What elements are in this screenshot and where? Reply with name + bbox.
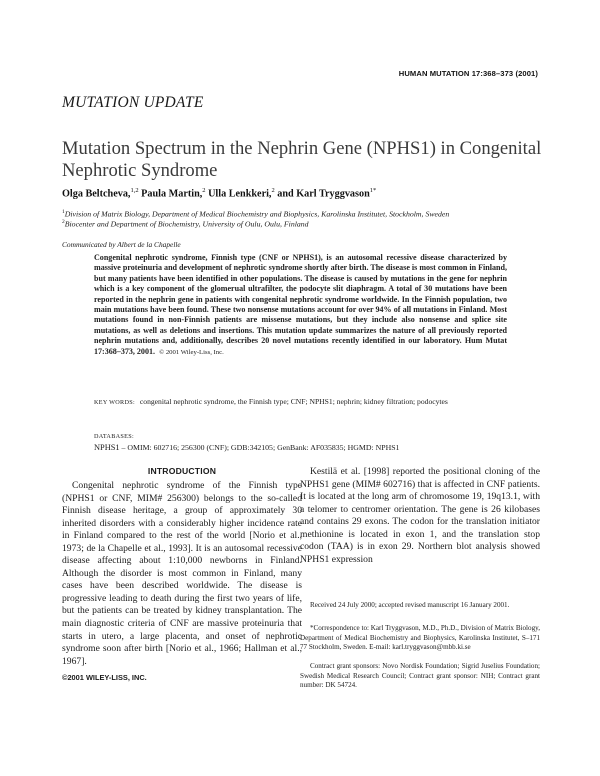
databases-text: – OMIM: 602716; 256300 (CNF); GDB:342105; GenBank: AF035835; HGMD: NPHS1: [119, 443, 400, 452]
section-heading: INTRODUCTION: [147, 466, 217, 476]
author-affiliation-mark: 1*: [369, 187, 377, 194]
databases-label: DATABASES:: [94, 433, 134, 440]
article-title: Mutation Spectrum in the Nephrin Gene (NPHS1) in Congenital Nephrotic Syndrome: [62, 138, 542, 181]
keywords: [94, 397, 507, 408]
author-affiliation-mark: 2: [202, 187, 206, 194]
abstract: [94, 253, 507, 358]
author-name: and Karl Tryggvason: [277, 188, 370, 200]
affiliation-text: Biocenter and Department of Biochemistry, University of Oulu, Oulu, Finland: [64, 219, 309, 229]
author-name: Paula Martin,: [141, 188, 203, 200]
author-name: Olga Beltcheva,: [62, 188, 131, 200]
keywords-text: congenital nephrotic syndrome, the Finnish type; CNF; NPHS1; nephrin; kidney filtration; podocytes: [139, 397, 448, 406]
communicated-by: Communicated by Albert de la Chapelle: [62, 240, 181, 249]
abstract-text: Congenital nephrotic syndrome, Finnish type (CNF or NPHS1), is an autosomal recessive disease characterized by massive proteinuria and development of nephrotic syndrome shortly after birth. The disease is most common in Finland, but many patients have been identified in other populations. The disease is caused by mutations in the gene for nephrin which is a key component of the glomerual ultrafilter, the podocyte slit diaphragm. A total of 30 mutations have been reported in the nephrin gene in patients with congenital nephrotic syndrome worldwide. In the Finnish population, two main mutations have been found. These two nonsense mutations account for over 94% of all mutations in Finland. Most mutations found in non-Finnish patients are missense mutations, but they include also nonsense and splice site mutations, as well as deletions and insertions. This mutation update summarizes the nature of all previously reported nephrin mutations and, additionally, describes 20 novel mutations recently identified in our laboratory. Hum Mutat 17:368–373, 2001.: [94, 253, 507, 356]
keywords-label: KEY WORDS:: [94, 399, 135, 406]
author-name: Ulla Lenkkeri,: [208, 188, 272, 200]
affiliation: [62, 217, 552, 230]
footer-copyright: ©2001 WILEY-LISS, INC.: [62, 673, 147, 682]
intro-paragraph-left: Congenital nephrotic syndrome of the Finnish type (NPHS1 or CNF, MIM# 256300) belongs to the so-called Finnish disease heritage, a group of approximately 30 inherited disorders with a considerably higher incidence rate in Finland compared to the rest of the world [Norio et al., 1973; de la Chapelle et al., 1993]. It is an autosomal recessive disease affecting about 1:10,000 newborns in Finland. Although the disorder is most common in Finland, many cases have been described worldwide. The disease is progressive leading to death during the first two years of life, but the patients can be treated by kidney transplantation. The main diagnostic criteria of CNF are massive proteinuria that starts in utero, a large placenta, and onset of nephrotic syndrome soon after birth [Norio et al., 1966; Hallman et al., 1967].: [62, 480, 302, 667]
received-note: Received 24 July 2000; accepted revised manuscript 16 January 2001.: [310, 601, 510, 609]
grant-note: Contract grant sponsors: Novo Nordisk Foundation; Sigrid Juselius Foundation; Swedish Medical Research Council; Contract grant sponsor: NIH; Contract grant number: DK 54724.: [300, 662, 540, 689]
affiliation-mark: 1: [62, 209, 65, 215]
affiliation-text: Division of Matrix Biology, Department of Medical Biochemistry and Biophysics, Karolinska Institutet, Stockholm, Sweden: [64, 209, 450, 219]
author-list: [62, 187, 376, 199]
journal-citation: HUMAN MUTATION 17:368–373 (2001): [398, 69, 538, 78]
affiliation-mark: 2: [62, 219, 65, 225]
databases-gene: NPHS1: [94, 443, 120, 452]
author-affiliation-mark: 2: [271, 187, 275, 194]
section-label: MUTATION UPDATE: [62, 94, 204, 111]
databases-list: [94, 443, 399, 452]
author-affiliation-mark: 1,2: [130, 187, 139, 194]
abstract-copyright: © 2001 Wiley-Liss, Inc.: [159, 348, 224, 356]
intro-paragraph-right: Kestilä et al. [1998] reported the positional cloning of the NPHS1 gene (MIM# 602716) that is affected in CNF patients. It is located at the long arm of chromosome 19, 19q13.1, with a telomer to centromer orientation. The gene is 26 kilobases and contains 29 exons. The codon for the translation initiator methionine is located in exon 1, and the translation stop codon (TAA) is in exon 29. Northern blot analysis showed NPHS1 expression: [300, 466, 540, 565]
correspondence-note: *Correspondence to: Karl Tryggvason, M.D., Ph.D., Division of Matrix Biology, Department of Medical Biochemistry and Biophysics, Karolinska Institutet, S–171 77 Stockholm, Sweden. E-mail: karl.tryggvason@mbb.ki.se: [300, 624, 540, 651]
